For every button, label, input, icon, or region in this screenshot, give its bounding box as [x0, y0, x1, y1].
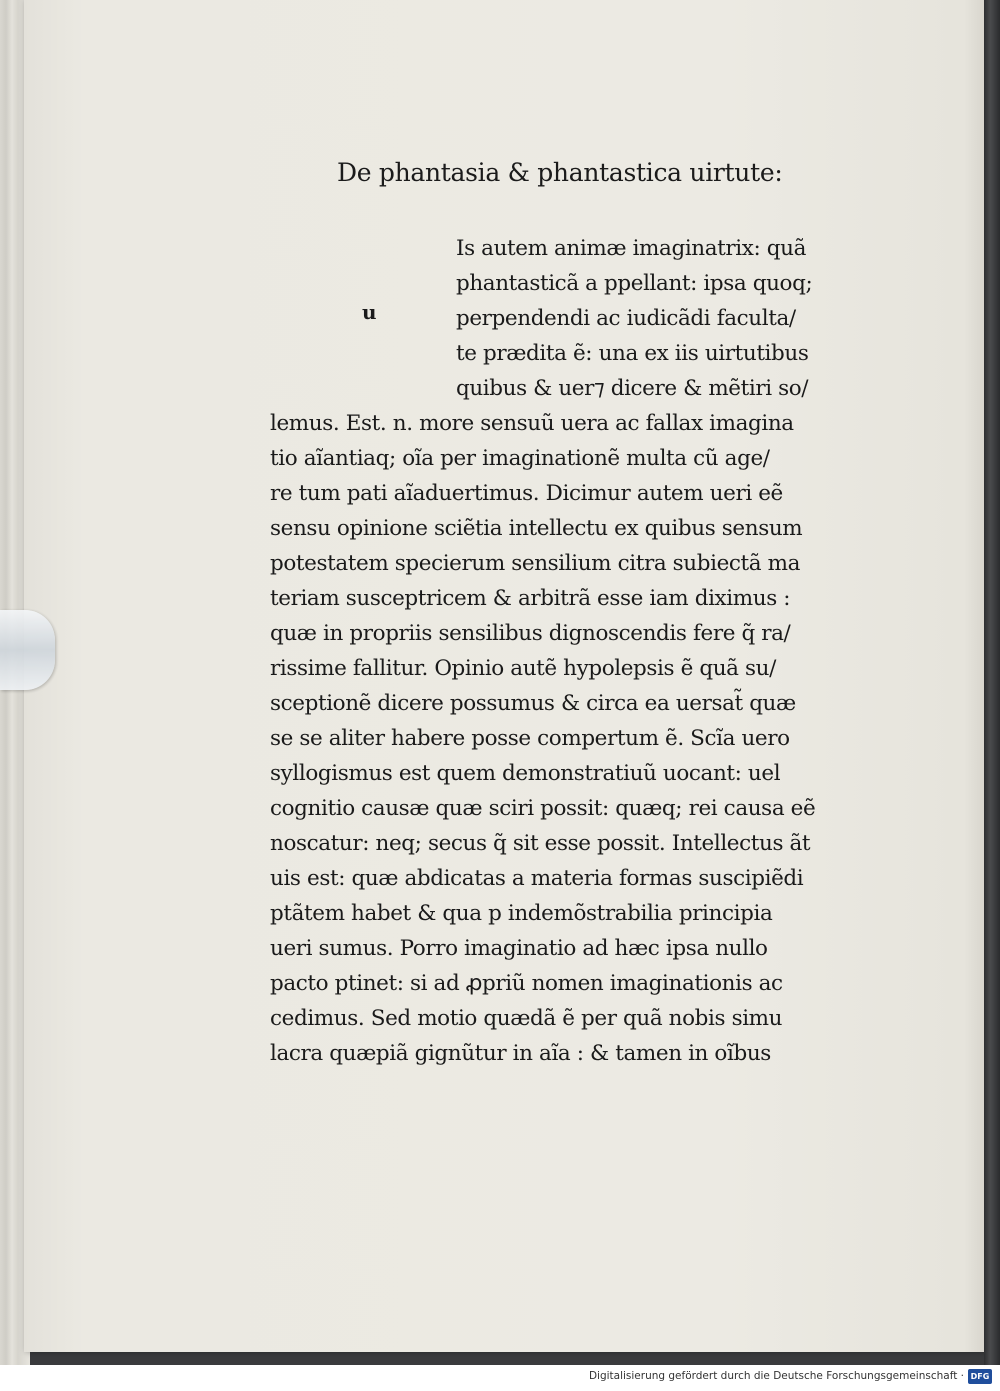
text-line: syllogismus est quem demonstratiuũ uocant: uel: [270, 761, 781, 786]
text-line: sceptionẽ dicere possumus & circa ea uersat̃ quæ: [270, 691, 796, 716]
text-line: se se aliter habere posse compertum ẽ. Scĩa uero: [270, 726, 790, 751]
chapter-heading: De phantasia & phantastica uirtute:: [337, 158, 783, 187]
footer-credit: Digitalisierung gefördert durch die Deutsche Forschungsgemeinschaft ·: [588, 1370, 964, 1382]
text-line: potestatem specierum sensilium citra subiectã ma: [270, 551, 801, 576]
text-line: teriam susceptricem & arbitrã esse iam diximus :: [270, 586, 791, 611]
text-line: sensu opinione sciẽtia intellectu ex quibus sensum: [270, 516, 803, 541]
text-line: quibus & uer⁊ dicere & mẽtiri so/: [456, 376, 809, 401]
text-line: ueri sumus. Porro imaginatio ad hæc ipsa nullo: [270, 936, 768, 961]
text-line: cognitio causæ quæ sciri possit: quæq; rei causa eẽ: [270, 796, 816, 821]
bookmark-ribbon: [0, 610, 55, 690]
text-line: perpendendi ac iudicãdi faculta/: [456, 306, 796, 331]
text-line: pacto ptinet: si ad ꝓpriũ nomen imaginationis ac: [270, 971, 783, 996]
text-line: cedimus. Sed motio quædã ẽ per quã nobis simu: [270, 1006, 783, 1031]
text-line: re tum pati aĩaduertimus. Dicimur autem ueri eẽ: [270, 481, 783, 506]
text-line: Is autem animæ imaginatrix: quã: [456, 236, 806, 261]
binding-shadow: [984, 0, 1000, 1365]
text-line: te prædita ẽ: una ex iis uirtutibus: [456, 341, 809, 366]
dfg-logo: DFG: [968, 1369, 992, 1384]
footer-bar: [0, 1365, 1000, 1391]
guide-letter: u: [362, 300, 377, 324]
text-line: lemus. Est. n. more sensuũ uera ac fallax imagina: [270, 411, 794, 436]
text-line: ptãtem habet & qua p indemõstrabilia principia: [270, 901, 773, 926]
text-line: phantasticã a ppellant: ipsa quoq;: [456, 271, 813, 296]
text-line: tio aĩantiaq; oĩa per imaginationẽ multa cũ age/: [270, 446, 770, 471]
text-line: uis est: quæ abdicatas a materia formas suscipiẽdi: [270, 866, 804, 891]
text-line: noscatur: neq; secus q̃ sit esse possit. Intellectus ãt: [270, 831, 811, 856]
text-line: quæ in propriis sensilibus dignoscendis fere q̃ ra/: [270, 621, 791, 646]
text-line: lacra quæpiã gignũtur in aĩa : & tamen in oĩbus: [270, 1041, 771, 1066]
text-line: rissime fallitur. Opinio autẽ hypolepsis ẽ quã su/: [270, 656, 776, 681]
